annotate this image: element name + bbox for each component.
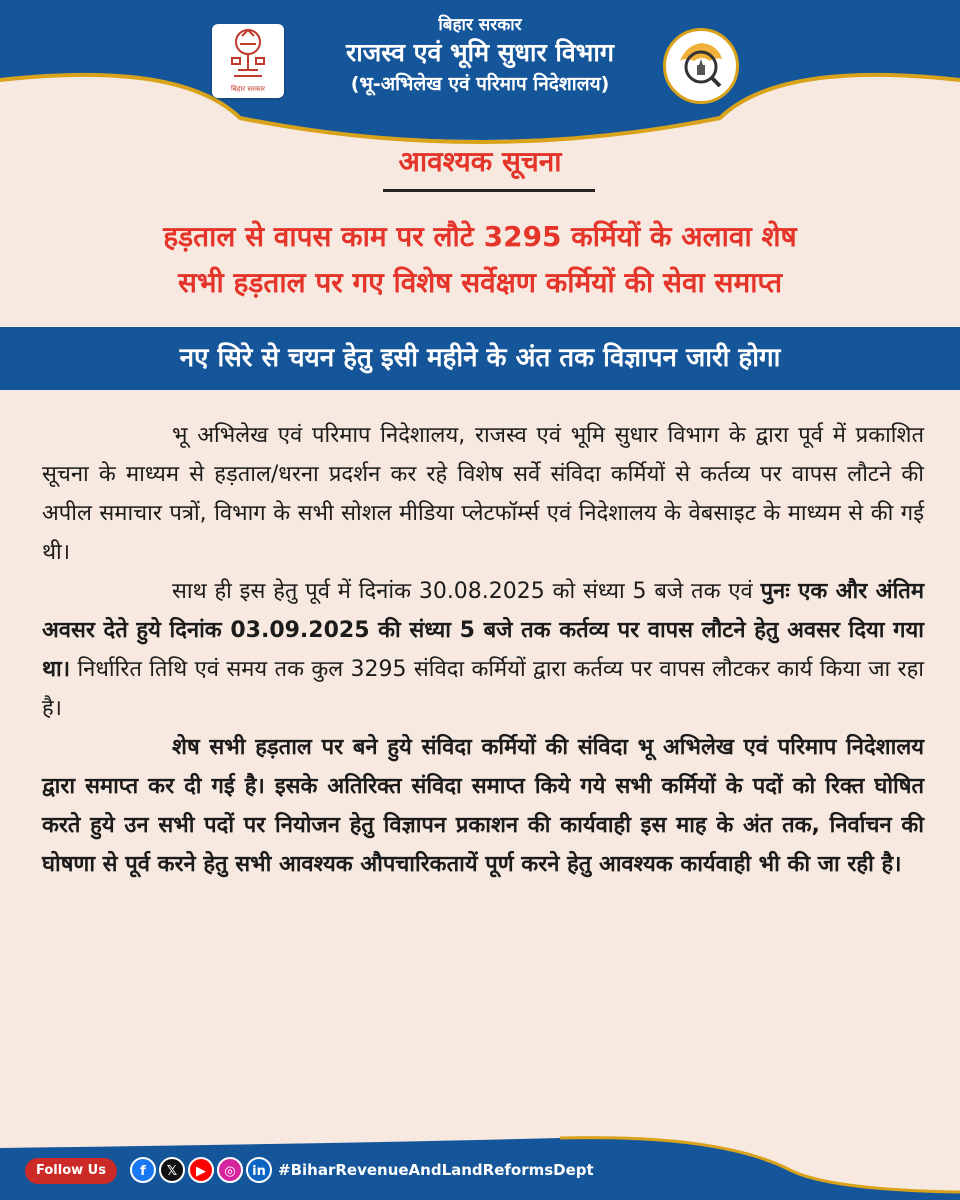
notice-body [42,416,924,884]
paragraph-2-status: निर्धारित तिथि एवं समय तक कुल 3295 संविदा कर्मियों द्वारा कर्तव्य पर वापस लौटकर कार्य किया जा रहा है। [42,657,924,721]
body-paragraph-3: शेष सभी हड़ताल पर बने हुये संविदा कर्मियों की संविदा भू अभिलेख एवं परिमाप निदेशालय द्वारा समाप्त कर दी गई है। इसके अतिरिक्त संविदा समाप्त किये गये सभी कर्मियों के पदों को रिक्त घोषित करते हुये उन सभी पदों पर नियोजन हेतु विज्ञापन प्रकाशन की कार्यवाही इस माह के अंत तक, निर्वाचन की घोषणा से पूर्व करने हेतु सभी आवश्यक औपचारिकतायें पूर्ण करने हेतु आवश्यक कार्यवाही भी की जा रही है। [42,735,924,877]
youtube-icon[interactable]: ▶ [188,1157,214,1183]
title-underline [383,189,595,192]
follow-us-label: Follow Us [25,1158,117,1184]
magnifier-map-icon [666,31,736,101]
department-hashtag[interactable]: #BiharRevenueAndLandReformsDept [278,1161,594,1179]
notice-headline [40,214,920,306]
directorate-name: (भू-अभिलेख एवं परिमाप निदेशालय) [350,73,610,95]
notice-title: आवश्यक सूचना [398,145,562,178]
government-name: बिहार सरकार [438,15,522,35]
body-paragraph-1: भू अभिलेख एवं परिमाप निदेशालय, राजस्व एवं भूमि सुधार विभाग के द्वारा पूर्व में प्रकाशित सूचना के माध्यम से हड़ताल/धरना प्रदर्शन कर रहे विशेष सर्वे संविदा कर्मियों से कर्तव्य पर वापस लौटने की अपील समाचार पत्रों, विभाग के सभी सोशल मीडिया प्लेटफॉर्म्स एवं निदेशालय के वेबसाइट के माध्यम से की गई थी। [42,423,924,565]
body-paragraph-2 [42,572,924,728]
paragraph-2-deadline: पुनः एक और अंतिम अवसर देते हुये दिनांक 03.09.2025 की संध्या 5 बजे तक कर्तव्य पर वापस लौटने हेतु अवसर दिया गया था। [42,579,924,682]
facebook-icon[interactable]: f [130,1157,156,1183]
x-icon[interactable]: 𝕏 [159,1157,185,1183]
instagram-icon[interactable]: ◎ [217,1157,243,1183]
survey-directorate-logo [663,28,739,104]
header-titles [260,14,700,98]
department-name: राजस्व एवं भूमि सुधार विभाग [346,38,614,67]
announcement-band: नए सिरे से चयन हेतु इसी महीने के अंत तक विज्ञापन जारी होगा [0,327,960,390]
headline-line-1: हड़ताल से वापस काम पर लौटे 3295 कर्मियों के अलावा शेष [163,220,797,253]
paragraph-2-intro: साथ ही इस हेतु पूर्व में दिनांक 30.08.2025 को संध्या 5 बजे तक एवं [172,579,761,604]
emblem-caption: बिहार सरकार [230,85,266,93]
linkedin-icon[interactable]: in [246,1157,272,1183]
headline-line-2: सभी हड़ताल पर गए विशेष सर्वेक्षण कर्मियों की सेवा समाप्त [177,266,783,299]
